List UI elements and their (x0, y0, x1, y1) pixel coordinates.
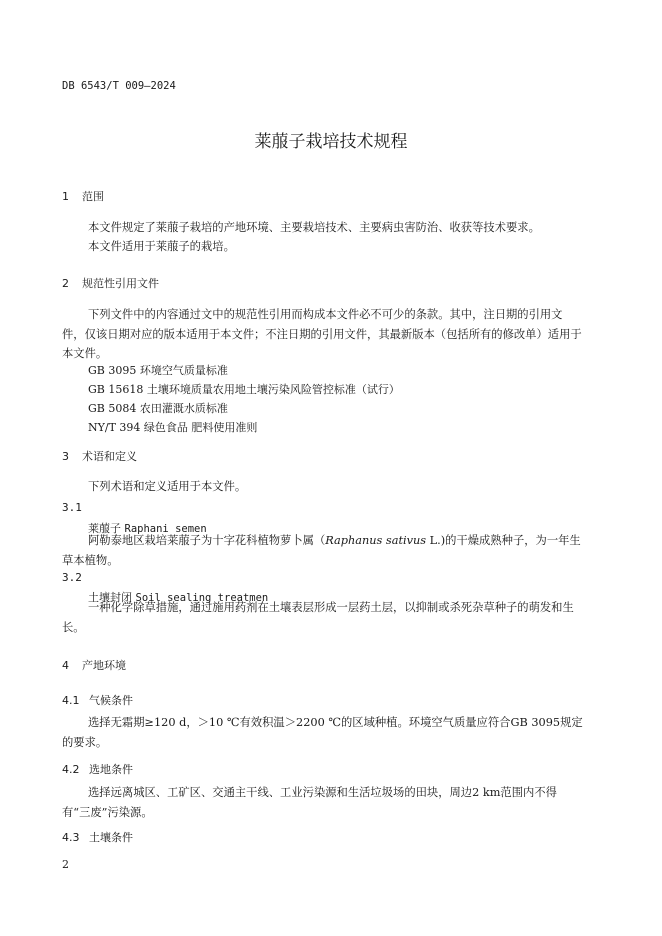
section-3-intro: 下列术语和定义适用于本文件。 (88, 480, 247, 493)
term-2-number: 3.2 (62, 571, 82, 584)
section-title: 术语和定义 (82, 450, 137, 463)
subsection-title: 选地条件 (89, 763, 133, 776)
document-title: 莱菔子栽培技术规程 (254, 132, 408, 152)
section-number: 1 (62, 190, 69, 203)
subsection-title: 气候条件 (89, 694, 133, 707)
subsection-4-1-text: 选择无霜期≥120 d，＞10 ℃有效积温＞2200 ℃的区域种植。环境空气质量应符合GB 3095规定的要求。 (62, 716, 583, 749)
term-1-definition (62, 531, 584, 570)
subsection-number: 4.2 (62, 763, 80, 776)
reference-item: NY/T 394 绿色食品 肥料使用准则 (88, 421, 258, 434)
section-number: 2 (62, 277, 69, 290)
document-code: DB 6543/T 009—2024 (62, 80, 176, 92)
section-1-para-2: 本文件适用于莱菔子的栽培。 (88, 240, 235, 253)
section-title: 规范性引用文件 (82, 277, 159, 290)
definition-part-a: 阿勒泰地区栽培莱菔子为十字花科植物萝卜属（ (88, 534, 326, 547)
subsection-4-2-text: 选择远离城区、工矿区、交通主干线、工业污染源和生活垃圾场的田块，周边2 km范围内不得有“三废”污染源。 (62, 786, 557, 819)
section-number: 3 (62, 450, 69, 463)
reference-item: GB 3095 环境空气质量标准 (88, 364, 228, 377)
section-1-heading (62, 188, 104, 204)
section-4-heading (62, 657, 126, 673)
term-en: Raphani semen (124, 523, 207, 535)
term-zh: 莱菔子 (88, 522, 121, 535)
section-title: 范围 (82, 190, 104, 203)
subsection-number: 4.3 (62, 831, 80, 844)
reference-item: GB 5084 农田灌溉水质标准 (88, 402, 228, 415)
subsection-4-2-heading (62, 761, 133, 777)
section-3-heading (62, 448, 137, 464)
section-2-heading (62, 275, 159, 291)
page-number: 2 (62, 858, 69, 871)
term-2-definition: 一种化学除草措施，通过施用药剂在土壤表层形成一层药土层，以抑制或杀死杂草种子的萌发和生长。 (62, 601, 574, 634)
section-title: 产地环境 (82, 659, 126, 672)
subsection-4-3-heading (62, 829, 133, 845)
reference-item: GB 15618 土壤环境质量农用地土壤污染风险管控标准（试行） (88, 383, 400, 396)
subsection-number: 4.1 (62, 694, 80, 707)
definition-part-b: L.)的干燥成熟种子，为一年生草本植物。 (62, 534, 581, 567)
scientific-name: Raphanus sativus (325, 534, 427, 547)
subsection-4-1-heading (62, 692, 133, 708)
term-zh: 土壤封闭 (88, 591, 132, 604)
section-2-intro: 下列文件中的内容通过文中的规范性引用而构成本文件必不可少的条款。其中，注日期的引用文件，仅该日期对应的版本适用于本文件；不注日期的引用文件，其最新版本（包括所有的修改单）适用于本文件。 (62, 308, 582, 360)
subsection-title: 土壤条件 (89, 831, 133, 844)
section-1-para-1: 本文件规定了莱菔子栽培的产地环境、主要栽培技术、主要病虫害防治、收获等技术要求。 (88, 221, 540, 234)
term-en: Soil sealing treatmen (135, 592, 269, 604)
section-number: 4 (62, 659, 69, 672)
term-1-number: 3.1 (62, 501, 82, 514)
